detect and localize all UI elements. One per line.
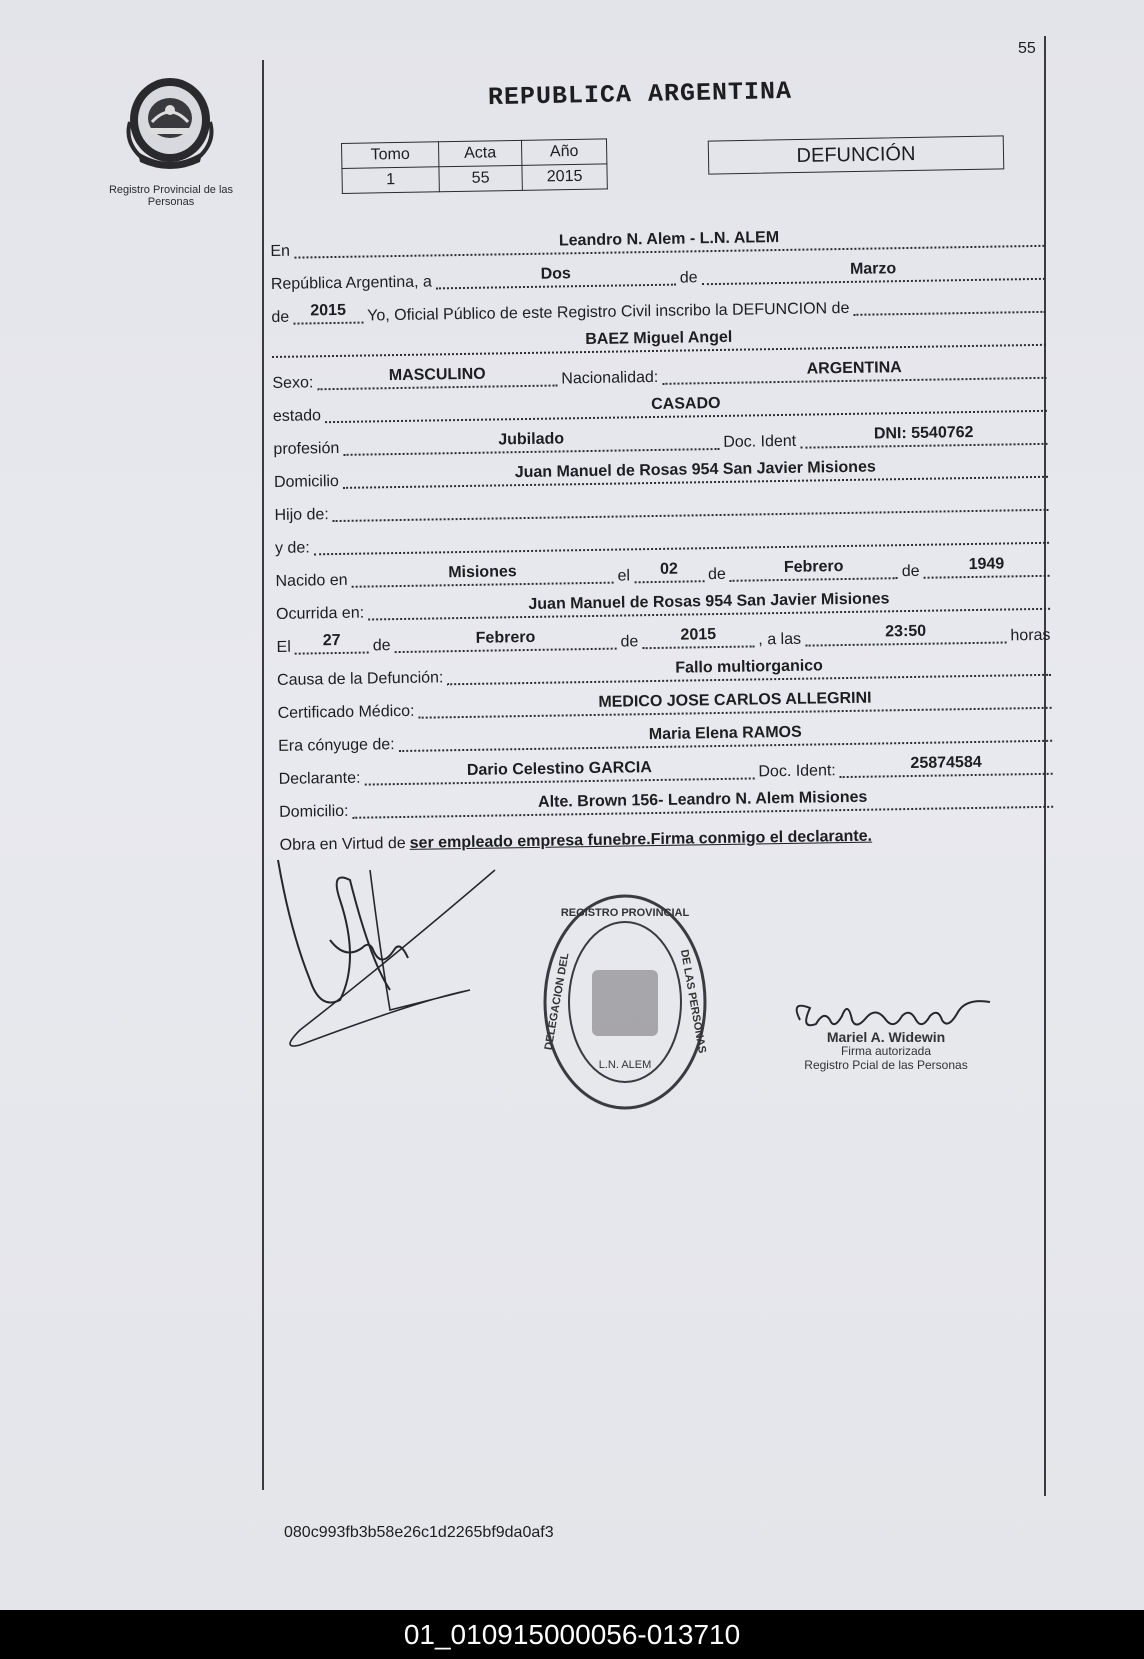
- acta-value-row: [342, 164, 607, 194]
- cert-label: Certificado Médico:: [277, 702, 415, 722]
- yde-label: y de:: [274, 539, 310, 557]
- mes-field: Marzo: [701, 258, 1045, 285]
- profesion-field: Jubilado: [343, 428, 719, 456]
- horas-label: horas: [1010, 626, 1051, 645]
- estado-label: estado: [272, 407, 322, 425]
- anio-header: Año: [521, 139, 606, 165]
- fal-anio-field: 2015: [642, 625, 754, 649]
- nac-anio-field: 1949: [923, 555, 1049, 579]
- document-title: REPUBLICA ARGENTINA: [487, 76, 793, 113]
- conyuge-label: Era cónyuge de:: [278, 736, 395, 755]
- inscribo-tail: [853, 291, 1045, 316]
- domicilio-label: Domicilio: [273, 472, 340, 491]
- de2-label: de: [707, 565, 726, 584]
- obra-field: ser empleado empresa funebre.Firma conmigo el declarante.: [409, 827, 873, 852]
- scan-footer-id: 01_010915000056-013710: [0, 1610, 1144, 1659]
- doc2-field: 25874584: [840, 753, 1053, 778]
- signatory-role: Firma autorizada: [840, 1044, 932, 1058]
- nac-mes-field: Febrero: [730, 557, 898, 582]
- profesion-label: profesión: [273, 439, 340, 458]
- nac-dia-field: 02: [634, 560, 704, 583]
- acta-header: Acta: [438, 140, 521, 166]
- record-type-box: DEFUNCIÓN: [708, 135, 1005, 174]
- en-label: En: [270, 242, 291, 260]
- signatory-name: Mariel A. Widewin: [826, 1029, 946, 1045]
- inscribo-text: Yo, Oficial Público de este Registro Civil inscribo la DEFUNCION de: [367, 299, 850, 325]
- dia-field: Dos: [436, 264, 676, 290]
- doc-field: DNI: 5540762: [800, 423, 1048, 449]
- ocurrida-label: Ocurrida en:: [275, 604, 365, 623]
- ocurrida-field: Juan Manuel de Rosas 954 San Javier Misiones: [368, 588, 1050, 621]
- en-field: Leandro N. Alem - L.N. ALEM: [294, 225, 1045, 259]
- nacido-field: Misiones: [351, 562, 613, 588]
- cert-field: MEDICO JOSE CARLOS ALLEGRINI: [418, 687, 1051, 719]
- sexo-label: Sexo:: [272, 374, 314, 392]
- conyuge-field: Maria Elena RAMOS: [398, 720, 1052, 752]
- nac-field: ARGENTINA: [662, 357, 1046, 385]
- domicilio2-field: Alte. Brown 156- Leandro N. Alem Misiones: [352, 786, 1053, 819]
- anio-value: 2015: [522, 164, 607, 190]
- death-record-form: [270, 216, 1058, 855]
- seal-text-left: DELEGACION DEL: [542, 951, 572, 1051]
- de5-label: de: [620, 633, 639, 651]
- doc2-label: Doc. Ident:: [758, 762, 836, 781]
- document-hash: 080c993fb3b58e26c1d2265bf9da0af3: [284, 1524, 554, 1541]
- left-margin-line: [262, 60, 264, 1490]
- acta-value: 55: [439, 165, 522, 191]
- tomo-header: Tomo: [342, 142, 439, 169]
- declarante-field: Dario Celestino GARCIA: [364, 757, 754, 785]
- nac-label: Nacionalidad:: [561, 368, 659, 388]
- fal-hora-field: 23:50: [805, 621, 1007, 646]
- domicilio-field: Juan Manuel de Rosas 954 San Javier Misiones: [343, 456, 1048, 489]
- el2-label: El: [276, 638, 291, 656]
- fal-mes-field: Febrero: [394, 628, 616, 653]
- causa-field: Fallo multiorganico: [447, 654, 1051, 685]
- signatory-org: Registro Pcial de las Personas: [804, 1058, 968, 1072]
- declarante-label: Declarante:: [278, 769, 361, 788]
- seal-text-right: DE LAS PERSONAS: [677, 948, 708, 1055]
- causa-label: Causa de la Defunción:: [276, 669, 444, 689]
- republica-label: República Argentina, a: [270, 273, 433, 293]
- page-number: 55: [1018, 40, 1036, 57]
- official-seal: [540, 890, 710, 1115]
- de1-label: de: [679, 269, 698, 287]
- doc-label: Doc. Ident: [723, 432, 797, 451]
- domicilio2-label: Domicilio:: [279, 802, 349, 821]
- tomo-value: 1: [342, 167, 439, 194]
- de4-label: de: [372, 637, 391, 655]
- signature-block: [786, 1030, 986, 1072]
- el-label: el: [617, 567, 631, 585]
- nacido-label: Nacido en: [275, 571, 348, 590]
- seal-text-top: REGISTRO PROVINCIAL: [560, 907, 690, 919]
- alas-label: , a las: [758, 630, 802, 649]
- de-label: de: [271, 308, 290, 326]
- seal-text-bottom: L.N. ALEM: [598, 1059, 652, 1071]
- de3-label: de: [901, 562, 920, 581]
- nombre-field: BAEZ Miguel Angel: [272, 324, 1046, 358]
- province-coat-of-arms: [120, 72, 220, 172]
- sexo-field: MASCULINO: [317, 365, 557, 391]
- registry-label: Registro Provincial de las Personas: [108, 184, 234, 208]
- anio-field: 2015: [293, 302, 363, 325]
- obra-label: Obra en Virtud de: [279, 834, 406, 854]
- acta-table: [341, 138, 608, 194]
- fal-dia-field: 27: [295, 632, 369, 655]
- estado-field: CASADO: [325, 390, 1047, 423]
- officer-signature: [270, 840, 540, 1060]
- hijo-label: Hijo de:: [274, 506, 329, 524]
